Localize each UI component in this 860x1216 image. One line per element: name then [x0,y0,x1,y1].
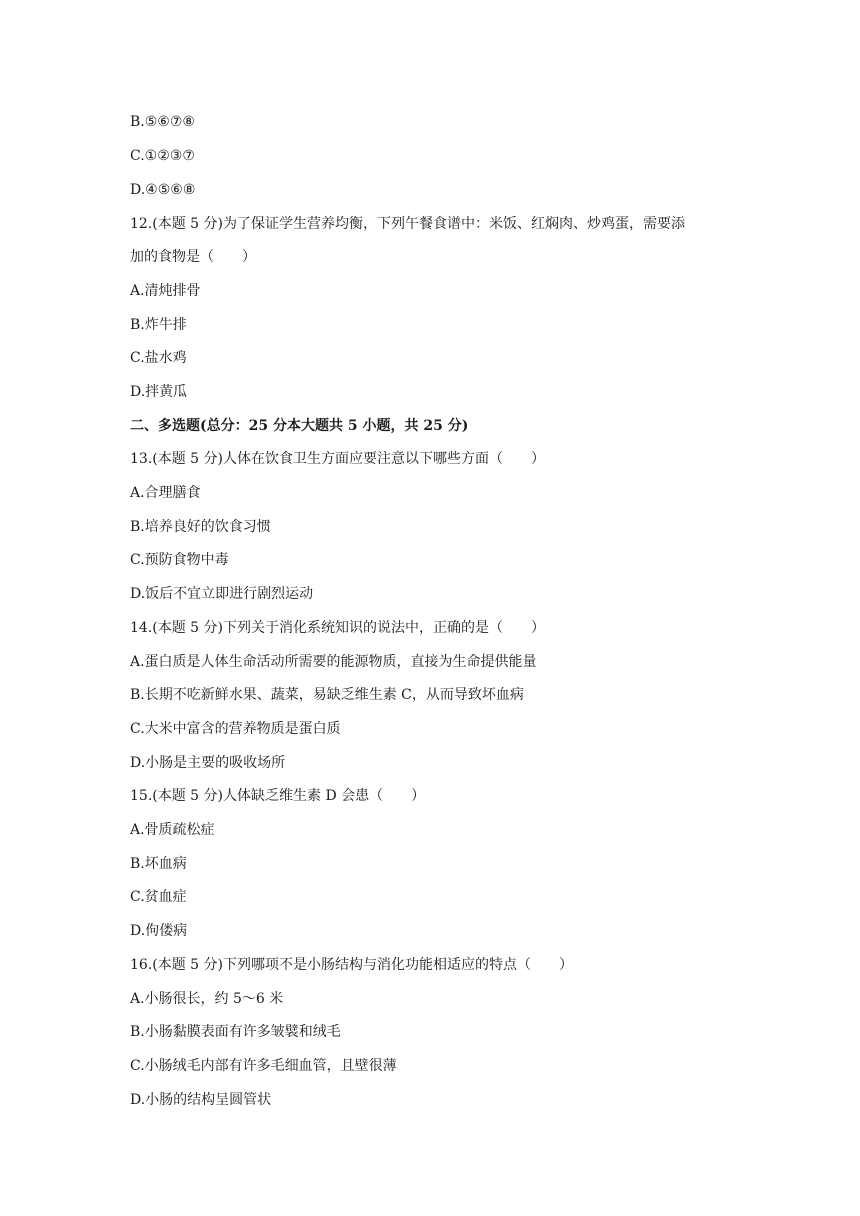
q14-option-b: B.长期不吃新鲜水果、蔬菜，易缺乏维生素 C，从而导致坏血病 [130,687,524,703]
q11-option-d: D.④⑤⑥⑧ [130,182,196,198]
q13-option-c: C.预防食物中毒 [130,552,229,568]
q12-option-a: A.清炖排骨 [130,283,201,299]
q13-option-b: B.培养良好的饮食习惯 [130,519,271,535]
q14-stem: 14.(本题 5 分)下列关于消化系统知识的说法中，正确的是（ ） [130,620,545,636]
q16-stem: 16.(本题 5 分)下列哪项不是小肠结构与消化功能相适应的特点（ ） [130,957,573,973]
q16-option-c: C.小肠绒毛内部有许多毛细血管，且壁很薄 [130,1058,397,1074]
q16-option-d: D.小肠的结构呈圆管状 [130,1092,272,1108]
q11-option-b: B.⑤⑥⑦⑧ [130,114,195,130]
q12-option-c: C.盐水鸡 [130,350,187,366]
q12-option-b: B.炸牛排 [130,317,187,333]
q16-option-b: B.小肠黏膜表面有许多皱襞和绒毛 [130,1024,341,1040]
q13-option-d: D.饭后不宜立即进行剧烈运动 [130,586,314,602]
q15-option-b: B.坏血病 [130,856,187,872]
section-heading-multiple-choice: 二、多选题(总分：25 分本大题共 5 小题，共 25 分) [130,418,469,434]
q15-option-c: C.贫血症 [130,889,187,905]
q12-stem-line2: 加的食物是（ ） [130,249,256,265]
q14-option-d: D.小肠是主要的吸收场所 [130,755,286,771]
q15-option-d: D.佝偻病 [130,923,188,939]
q11-option-c: C.①②③⑦ [130,148,195,164]
q15-option-a: A.骨质疏松症 [130,822,215,838]
q14-option-c: C.大米中富含的营养物质是蛋白质 [130,721,341,737]
q13-option-a: A.合理膳食 [130,485,201,501]
q12-stem-line1: 12.(本题 5 分)为了保证学生营养均衡，下列午餐食谱中：米饭、红焖肉、炒鸡蛋，需要添 [130,216,685,232]
q13-stem: 13.(本题 5 分)人体在饮食卫生方面应要注意以下哪些方面（ ） [130,451,545,467]
q12-option-d: D.拌黄瓜 [130,384,188,400]
q15-stem: 15.(本题 5 分)人体缺乏维生素 D 会患（ ） [130,788,426,804]
q16-option-a: A.小肠很长，约 5～6 米 [130,991,284,1007]
q14-option-a: A.蛋白质是人体生命活动所需要的能源物质，直接为生命提供能量 [130,654,537,670]
